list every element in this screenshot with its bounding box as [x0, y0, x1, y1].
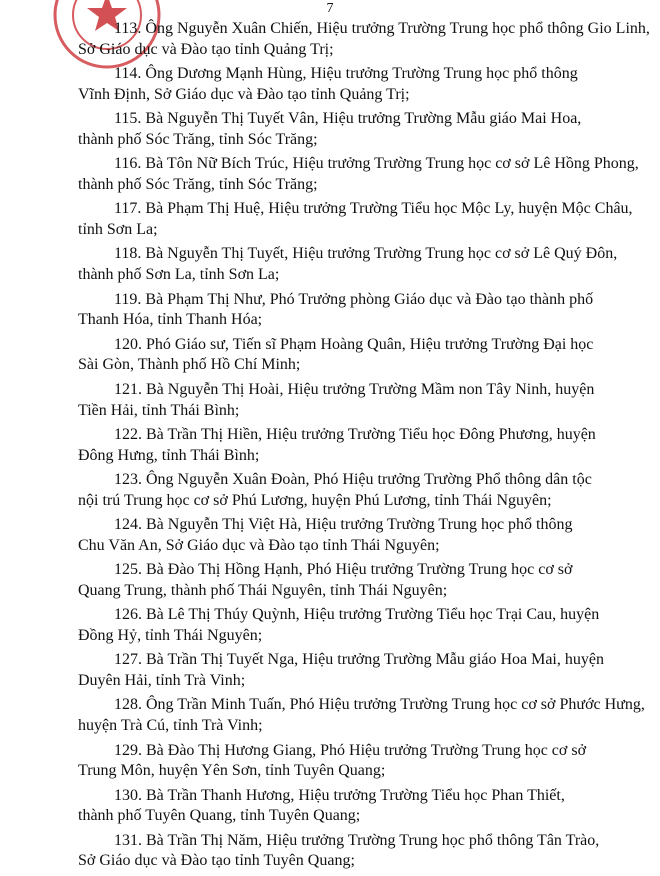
entry-continuation-line	[78, 671, 618, 692]
entry-text: Bà Trần Thị Tuyết Nga, Hiệu trưởng Trường Mẫu giáo Hoa Mai, huyện	[146, 651, 604, 669]
entry-text: Bà Nguyễn Thị Việt Hà, Hiệu trưởng Trường Trung học phổ thông	[146, 516, 573, 534]
entry-text: huyện Trà Cú, tỉnh Trà Vinh;	[78, 717, 263, 735]
list-item	[78, 605, 618, 647]
entry-number: 129.	[114, 741, 142, 759]
entry-number: 124.	[114, 516, 142, 534]
entry-first-line	[78, 831, 618, 852]
entry-text: tỉnh Sơn La;	[78, 221, 158, 239]
entry-text: thành phố Sơn La, tỉnh Sơn La;	[78, 266, 280, 284]
entry-text: Sở Giáo dục và Đào tạo tỉnh Tuyên Quang;	[78, 852, 355, 870]
entry-text: Chu Văn An, Sở Giáo dục và Đào tạo tỉnh Thái Nguyên;	[78, 536, 440, 554]
entry-text: Bà Nguyễn Thị Tuyết Vân, Hiệu trưởng Trường Mẫu giáo Mai Hoa,	[145, 110, 582, 128]
entry-text: Bà Nguyễn Thị Hoài, Hiệu trưởng Trường Mầm non Tây Ninh, huyện	[146, 380, 595, 398]
list-item	[78, 470, 618, 512]
entry-first-line	[78, 290, 618, 311]
entry-text: Ông Dương Mạnh Hùng, Hiệu trưởng Trường Trung học phổ thông	[145, 65, 578, 83]
entry-first-line	[78, 244, 618, 265]
entry-text: Sở Giáo dục và Đào tạo tỉnh Quảng Trị;	[78, 40, 334, 58]
entry-text: Tiền Hải, tỉnh Thái Bình;	[78, 401, 240, 419]
entry-continuation-line	[78, 40, 618, 61]
entry-continuation-line	[78, 446, 618, 467]
entry-continuation-line	[78, 716, 618, 737]
entry-text: Ông Nguyễn Xuân Chiến, Hiệu trưởng Trường Trung học phổ thông Gio Linh,	[145, 20, 650, 37]
entry-first-line	[78, 695, 645, 716]
entry-text: nội trú Trung học cơ sở Phú Lương, huyện Phú Lương, tỉnh Thái Nguyên;	[78, 491, 552, 509]
entry-number: 126.	[114, 606, 142, 624]
entry-first-line	[78, 199, 633, 220]
entry-text: Trung Môn, huyện Yên Sơn, tỉnh Tuyên Quang;	[78, 762, 386, 780]
entry-text: Đông Hưng, tỉnh Thái Bình;	[78, 446, 260, 464]
entry-number: 115.	[114, 110, 142, 128]
entry-continuation-line	[78, 175, 618, 196]
entry-number: 113.	[114, 20, 142, 37]
list-item	[78, 560, 618, 602]
entry-continuation-line	[78, 265, 618, 286]
entry-continuation-line	[78, 220, 618, 241]
list-item	[78, 425, 618, 467]
list-item	[78, 650, 618, 692]
entry-number: 119.	[114, 290, 142, 308]
entry-text: Vĩnh Định, Sở Giáo dục và Đào tạo tỉnh Quảng Trị;	[78, 85, 410, 103]
entry-text: Bà Nguyễn Thị Tuyết, Hiệu trưởng Trường Trung học cơ sở Lê Quý Đôn,	[145, 245, 618, 263]
page-number: 7	[326, 1, 334, 16]
list-item	[78, 109, 618, 151]
entry-list	[78, 19, 650, 876]
entry-number: 120.	[114, 335, 142, 353]
entry-continuation-line	[78, 536, 618, 557]
list-item	[78, 380, 618, 422]
entry-number: 117.	[114, 200, 142, 218]
entry-text: Ông Nguyễn Xuân Đoàn, Phó Hiệu trưởng Trường Phổ thông dân tộc	[146, 470, 592, 488]
list-item	[78, 154, 639, 196]
entry-continuation-line	[78, 310, 618, 331]
entry-first-line	[78, 560, 618, 581]
entry-text: Bà Phạm Thị Huệ, Hiệu trưởng Trường Tiểu học Mộc Ly, huyện Mộc Châu,	[145, 200, 633, 218]
entry-continuation-line	[78, 851, 618, 872]
entry-text: thành phố Sóc Trăng, tỉnh Sóc Trăng;	[78, 130, 318, 148]
list-item	[78, 786, 618, 828]
entry-text: Bà Lê Thị Thúy Quỳnh, Hiệu trưởng Trường Tiểu học Trại Cau, huyện	[146, 606, 600, 624]
entry-text: Bà Trần Thị Năm, Hiệu trưởng Trường Trung học phổ thông Tân Trào,	[146, 831, 600, 849]
entry-number: 130.	[114, 786, 142, 804]
entry-continuation-line	[78, 130, 618, 151]
list-item	[78, 19, 650, 61]
entry-text: Thanh Hóa, tỉnh Thanh Hóa;	[78, 311, 263, 329]
list-item	[78, 244, 618, 286]
list-item	[78, 515, 618, 557]
entry-number: 122.	[114, 425, 142, 443]
entry-number: 127.	[114, 651, 142, 669]
entry-number: 125.	[114, 561, 142, 579]
entry-text: thành phố Tuyên Quang, tỉnh Tuyên Quang;	[78, 807, 361, 825]
entry-first-line	[78, 64, 618, 85]
entry-continuation-line	[78, 761, 618, 782]
entry-first-line	[78, 650, 618, 671]
entry-first-line	[78, 19, 650, 40]
entry-continuation-line	[78, 85, 618, 106]
entry-text: Bà Trần Thanh Hương, Hiệu trưởng Trường Tiểu học Phan Thiết,	[146, 786, 565, 804]
entry-number: 118.	[114, 245, 142, 263]
entry-first-line	[78, 605, 618, 626]
entry-first-line	[78, 109, 618, 130]
entry-first-line	[78, 380, 618, 401]
entry-text: Quang Trung, thành phố Thái Nguyên, tỉnh Thái Nguyên;	[78, 581, 448, 599]
list-item	[78, 695, 645, 737]
list-item	[78, 290, 618, 332]
entry-number: 128.	[114, 696, 142, 714]
entry-text: Bà Phạm Thị Như, Phó Trưởng phòng Giáo dục và Đào tạo thành phố	[145, 290, 594, 308]
entry-first-line	[78, 425, 618, 446]
entry-continuation-line	[78, 401, 618, 422]
entry-text: Bà Đào Thị Hồng Hạnh, Phó Hiệu trưởng Trường Trung học cơ sở	[146, 561, 573, 579]
entry-first-line	[78, 470, 618, 491]
entry-text: Bà Trần Thị Hiền, Hiệu trưởng Trường Tiểu học Đông Phương, huyện	[146, 425, 596, 443]
entry-text: Ông Trần Minh Tuấn, Phó Hiệu trưởng Trường Trung học cơ sở Phước Hưng,	[146, 696, 645, 714]
entry-number: 131.	[114, 831, 142, 849]
entry-text: Đồng Hỷ, tỉnh Thái Nguyên;	[78, 627, 263, 645]
entry-first-line	[78, 335, 618, 356]
entry-continuation-line	[78, 806, 618, 827]
entry-number: 114.	[114, 65, 142, 83]
entry-number: 116.	[114, 155, 142, 173]
entry-text: Duyên Hải, tỉnh Trà Vinh;	[78, 672, 246, 690]
entry-first-line	[78, 154, 639, 175]
list-item	[78, 64, 618, 106]
entry-text: Bà Đào Thị Hương Giang, Phó Hiệu trưởng Trường Trung học cơ sở	[146, 741, 587, 759]
entry-first-line	[78, 741, 618, 762]
entry-text: thành phố Sóc Trăng, tỉnh Sóc Trăng;	[78, 176, 318, 194]
entry-text: Sài Gòn, Thành phố Hồ Chí Minh;	[78, 356, 301, 374]
entry-continuation-line	[78, 491, 618, 512]
entry-number: 121.	[114, 380, 142, 398]
list-item	[78, 831, 618, 873]
list-item	[78, 741, 618, 783]
entry-text: Bà Tôn Nữ Bích Trúc, Hiệu trưởng Trường Trung học cơ sở Lê Hồng Phong,	[145, 155, 639, 173]
entry-number: 123.	[114, 470, 142, 488]
entry-continuation-line	[78, 581, 618, 602]
entry-first-line	[78, 786, 618, 807]
entry-text: Phó Giáo sư, Tiến sĩ Phạm Hoàng Quân, Hiệu trưởng Trường Đại học	[146, 335, 594, 353]
entry-continuation-line	[78, 626, 618, 647]
entry-first-line	[78, 515, 618, 536]
list-item	[78, 335, 618, 377]
list-item	[78, 199, 633, 241]
entry-continuation-line	[78, 355, 618, 376]
